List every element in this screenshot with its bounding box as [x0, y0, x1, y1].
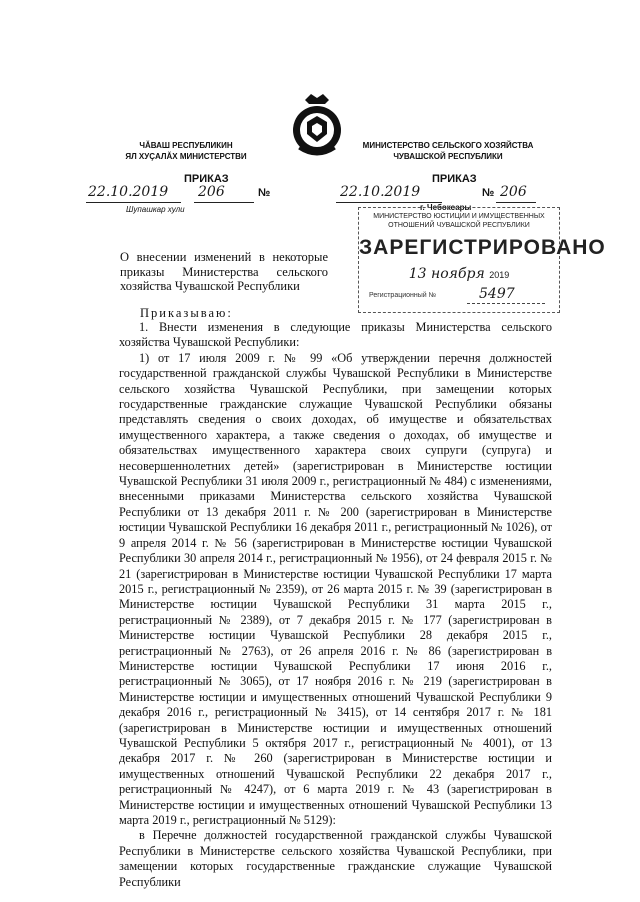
header-right-line2: ЧУВАШСКОЙ РЕСПУБЛИКИ — [393, 152, 503, 161]
order-directive: Приказываю: — [140, 306, 233, 320]
stamp-reg-number: 5497 — [479, 286, 515, 302]
city-right: г. Чебоксары — [420, 203, 472, 212]
stamp-line1: МИНИСТЕРСТВО ЮСТИЦИИ И ИМУЩЕСТВЕННЫХ — [373, 213, 545, 220]
order-title-right: ПРИКАЗ — [432, 173, 477, 185]
coat-of-arms-emblem — [285, 90, 349, 162]
header-chuvash-ministry — [116, 140, 256, 162]
stamp-reg-line — [467, 303, 545, 304]
order-body — [119, 320, 552, 890]
stamp-year: 2019 — [489, 270, 510, 280]
stamp-line2: ОТНОШЕНИЙ ЧУВАШСКОЙ РЕСПУБЛИКИ — [388, 222, 530, 229]
order-number-right: 206 — [500, 184, 527, 200]
order-number-left: 206 — [198, 184, 225, 200]
stamp-reg-label: Регистрационный № — [369, 292, 437, 299]
number-line-left — [194, 202, 254, 203]
paragraph: 1. Внести изменения в следующие приказы Министерства сельского хозяйства Чувашской Республики: — [119, 320, 552, 350]
stamp-date-text: 13 ноября — [408, 266, 485, 282]
number-sign-left: № — [258, 187, 271, 199]
paragraph: 1) от 17 июля 2009 г. № 99 «Об утверждении перечня должностей государственной гражданской службы Чувашской Республики в Министерстве сельского хозяйства Чувашской Республики, при замещении которых государственные гражданские служащие Чувашской Республики обязаны представлять сведения о своих доходах, об имуществе и обязательствах имущественного характера, а также сведения о доходах, об имуществе и обязательствах имущественного характера своих супруги (супруга) и несовершеннолетних детей» (зарегистрирован в Министерстве юстиции Чувашской Республики 31 июля 2009 г., регистрационный № 484) с изменениями, внесенными приказами Министерства сельского хозяйства Чувашской Республики от 13 декабря 2011 г. № 200 (зарегистрирован в Министерстве юстиции Чувашской Республики 16 декабря 2011 г., регистрационный № 1026), от 9 апреля 2014 г. № 56 (зарегистрирован в Министерстве юстиции Чувашской Республики 30 апреля 2014 г., регистрационный № 1956), от 24 февраля 2015 г. № 21 (зарегистрирован в Министерстве юстиции Чувашской Республики 17 марта 2015 г., регистрационный № 2359), от 26 марта 2015 г. № 39 (зарегистрирован в Министерстве юстиции Чувашской Республики 31 марта 2015 г., регистрационный № 2389), от 7 декабря 2015 г. № 177 (зарегистрирован в Министерстве юстиции Чувашской Республики 28 декабря 2015 г., регистрационный № 2763), от 26 апреля 2016 г. № 86 (зарегистрирован в Министерстве юстиции Чувашской Республики 17 июня 2016 г., регистрационный № 3065), от 17 ноября 2016 г. № 219 (зарегистрирован в Министерстве юстиции и имущественных отношений Чувашской Республики 9 декабря 2016 г., регистрационный № 3415), от 14 сентября 2017 г. № 181 (зарегистрирован в Министерстве юстиции и имущественных отношений Чувашской Республики 5 октября 2017 г., регистрационный № 4001), от 13 декабря 2017 г. № 260 (зарегистрирован в Министерстве юстиции и имущественных отношений Чувашской Республики 22 декабря 2017 г., регистрационный № 4247), от 6 марта 2019 г. № 43 (зарегистрирован в Министерстве юстиции и имущественных отношений Чувашской Республики 13 марта 2019 г., регистрационный № 5129): — [119, 350, 552, 827]
order-date-right: 22.10.2019 — [340, 184, 421, 200]
order-title-left: ПРИКАЗ — [184, 173, 229, 185]
order-date-left: 22.10.2019 — [88, 184, 169, 200]
stamp-title: ЗАРЕГИСТРИРОВАНО — [359, 236, 606, 259]
registration-stamp — [358, 207, 606, 313]
date-line-left — [86, 202, 181, 203]
header-left-line2: ЯЛ ХУÇАЛĂХ МИНИСТЕРСТВИ — [125, 152, 247, 161]
paragraph: в Перечне должностей государственной гражданской службы Чувашской Республики в Министерстве сельского хозяйства Чувашской Республики, при замещении которых государственные гражданские служащие Чувашской Республики — [119, 828, 552, 889]
order-subject: О внесении изменений в некоторые приказы Министерства сельского хозяйства Чувашской Республики — [120, 250, 328, 293]
stamp-date — [359, 266, 559, 282]
number-sign-right: № — [482, 187, 495, 199]
header-russian-ministry — [358, 140, 538, 162]
city-left: Шупашкар хули — [126, 205, 185, 214]
number-line-right — [496, 202, 536, 203]
header-right-line1: МИНИСТЕРСТВО СЕЛЬСКОГО ХОЗЯЙСТВА — [362, 141, 534, 150]
stamp-ministry — [359, 212, 559, 230]
header-left-line1: ЧĂВАШ РЕСПУБЛИКИН — [139, 141, 233, 150]
